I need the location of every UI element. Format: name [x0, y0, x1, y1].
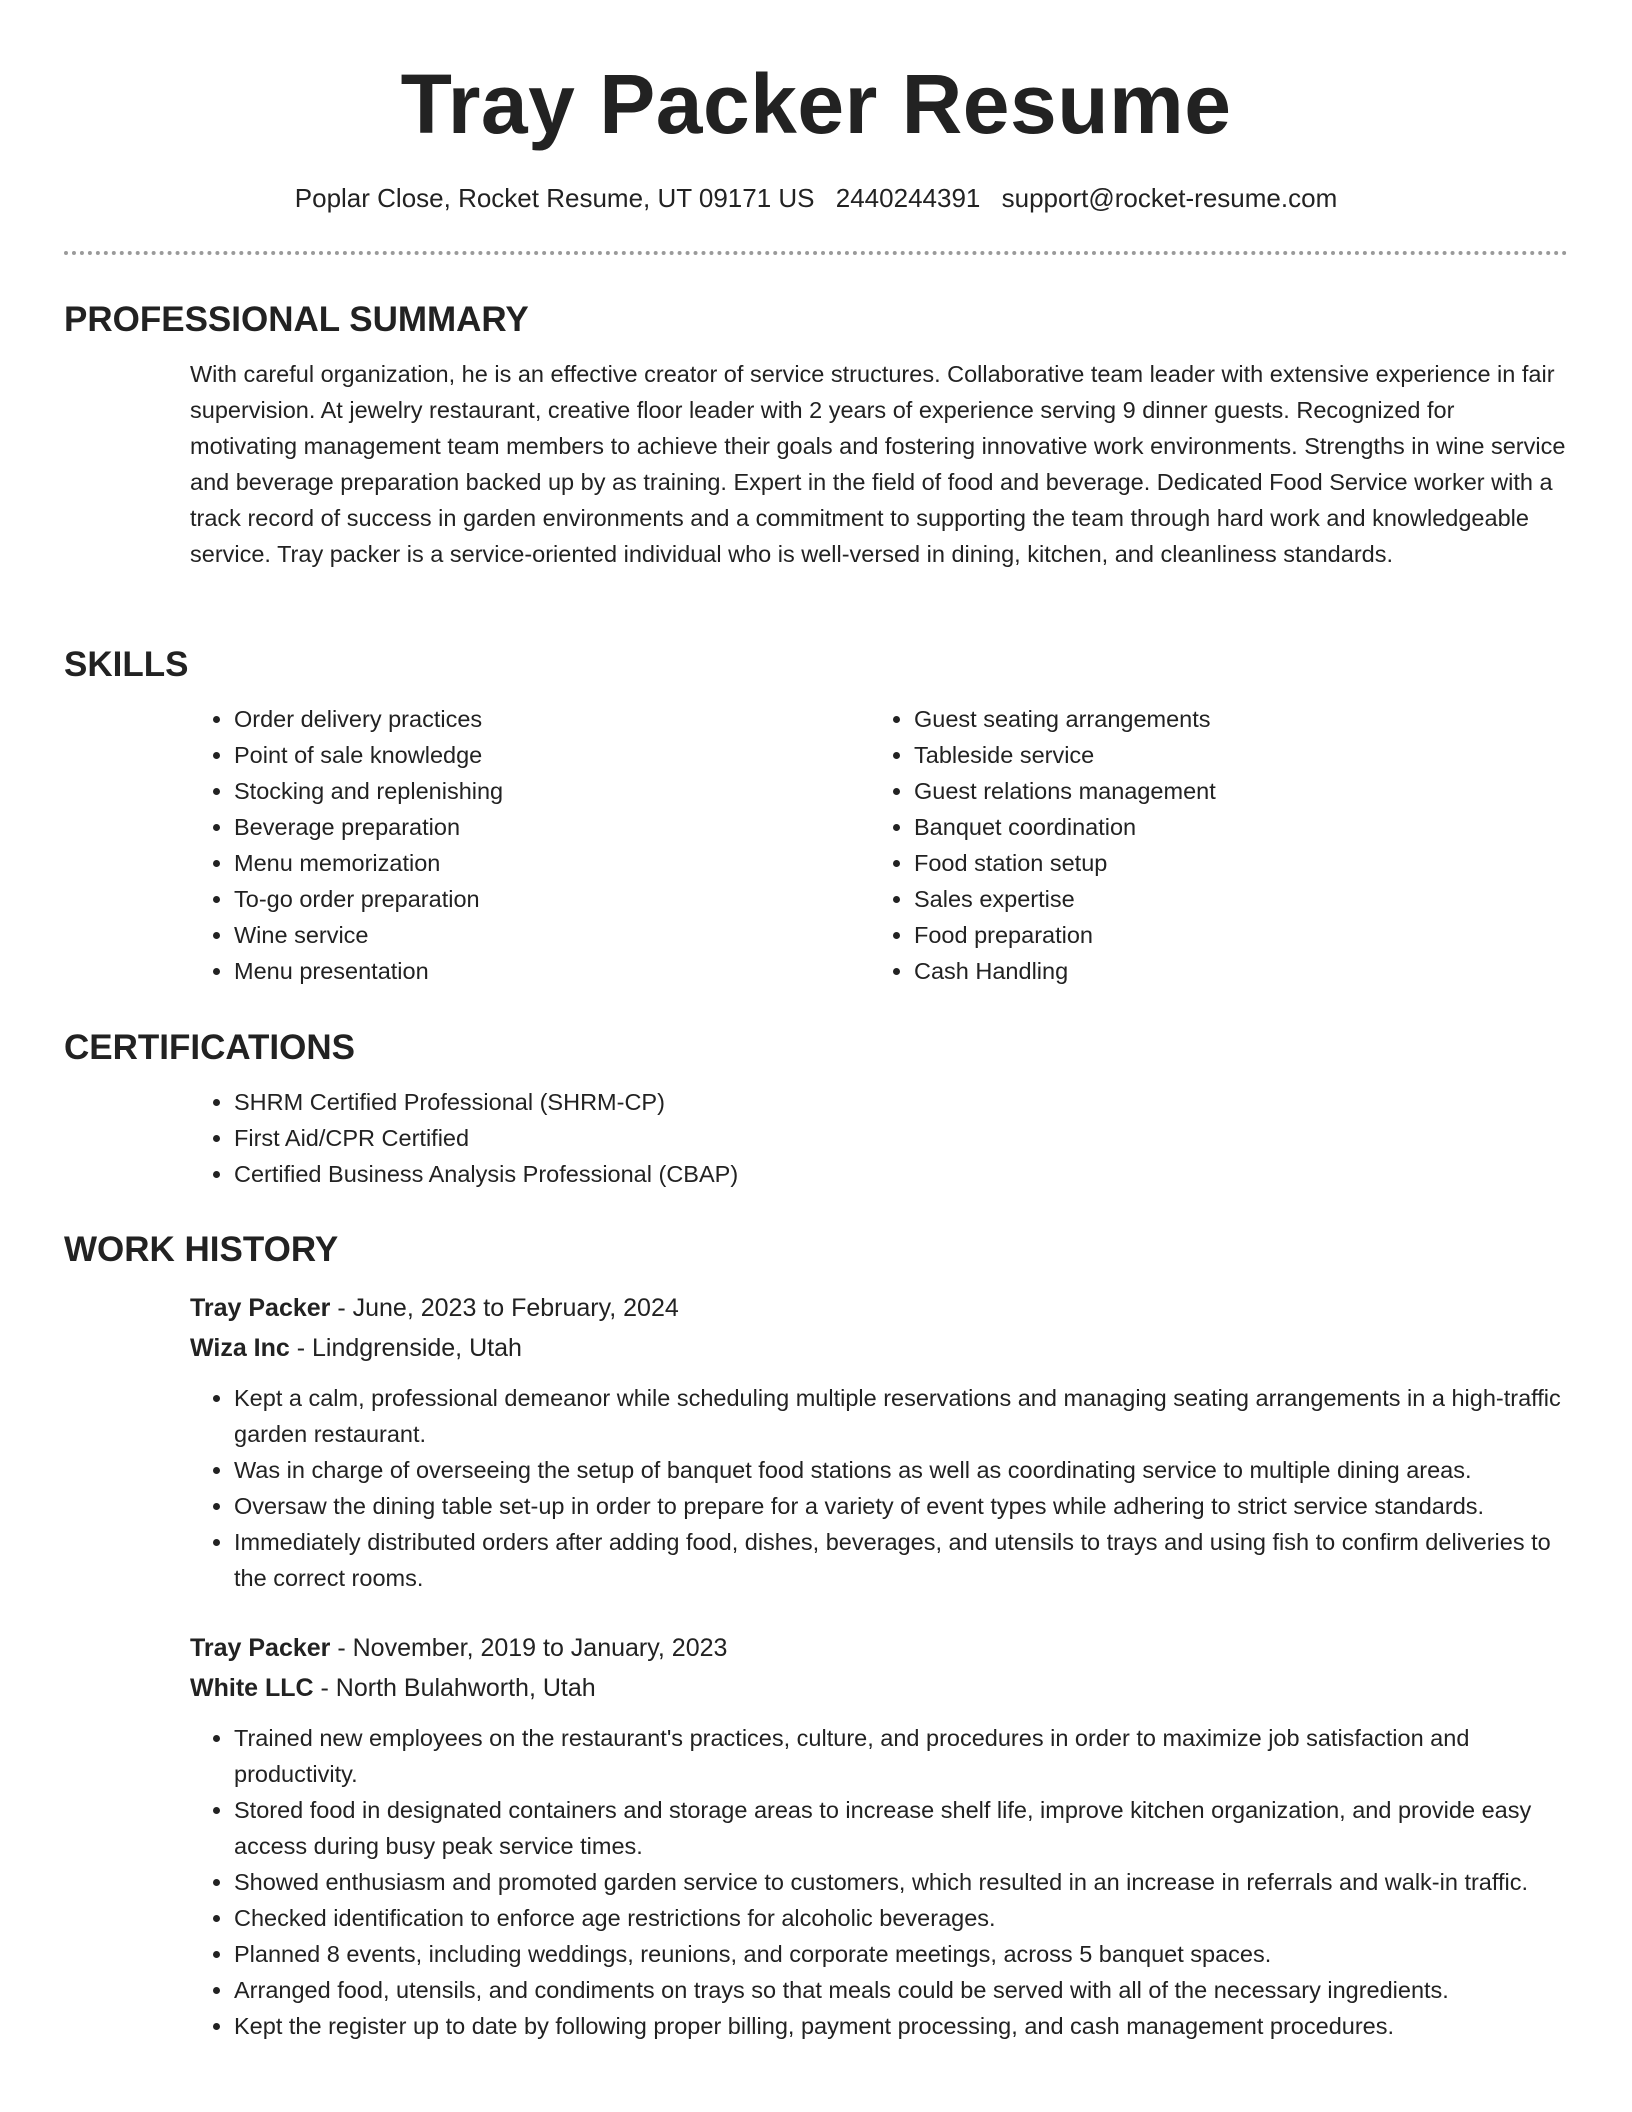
job-role-line — [190, 1628, 1568, 1668]
work-section — [64, 1228, 1568, 2044]
job-role: Tray Packer — [190, 1634, 331, 1662]
job-entry — [190, 1288, 1568, 1596]
job-role-line — [190, 1288, 1568, 1328]
summary-heading: PROFESSIONAL SUMMARY — [64, 300, 529, 339]
skill-item: • Order delivery practices — [234, 701, 870, 737]
certifications-section — [64, 1026, 1568, 1192]
certification-item: • Certified Business Analysis Professional (CBAP) — [234, 1156, 1568, 1192]
skills-section — [64, 643, 1568, 989]
job-bullet: • Showed enthusiasm and promoted garden service to customers, which resulted in an increase in referrals and walk-in traffic. — [234, 1864, 1568, 1900]
job-entry — [190, 1628, 1568, 2044]
job-bullet: • Kept the register up to date by following proper billing, payment processing, and cash management procedures. — [234, 2008, 1568, 2044]
skill-item: • Food preparation — [914, 917, 1550, 953]
skill-item: • Guest relations management — [914, 773, 1550, 809]
skill-item: • Sales expertise — [914, 881, 1550, 917]
skills-left-column — [190, 701, 870, 989]
contact-email: support@rocket-resume.com — [1001, 183, 1338, 213]
certification-item: • First Aid/CPR Certified — [234, 1120, 1568, 1156]
job-location: - North Bulahworth, Utah — [313, 1674, 596, 1702]
job-bullet: • Arranged food, utensils, and condiments on trays so that meals could be served with all of the necessary ingredients. — [234, 1972, 1568, 2008]
certifications-heading: CERTIFICATIONS — [64, 1028, 356, 1067]
skill-item: • Cash Handling — [914, 953, 1550, 989]
skill-item: • Tableside service — [914, 737, 1550, 773]
resume-title: Tray Packer Resume — [400, 57, 1232, 151]
job-company: Wiza Inc — [190, 1334, 290, 1362]
skills-columns — [190, 701, 1568, 989]
skill-item: • Banquet coordination — [914, 809, 1550, 845]
skill-item: • Guest seating arrangements — [914, 701, 1550, 737]
certifications-list-wrap — [190, 1084, 1568, 1192]
job-dates: - November, 2019 to January, 2023 — [330, 1634, 728, 1662]
skill-item: • Menu presentation — [234, 953, 870, 989]
skill-item: • Stocking and replenishing — [234, 773, 870, 809]
job-bullet: • Immediately distributed orders after adding food, dishes, beverages, and utensils to trays and using fish to confirm deliveries to the correct rooms. — [234, 1524, 1568, 1596]
skill-item: • Menu memorization — [234, 845, 870, 881]
contact-address: Poplar Close, Rocket Resume, UT 09171 US — [294, 183, 815, 213]
job-dates: - June, 2023 to February, 2024 — [330, 1294, 679, 1322]
job-company-line — [190, 1328, 1568, 1368]
job-bullet: • Planned 8 events, including weddings, reunions, and corporate meetings, across 5 banquet spaces. — [234, 1936, 1568, 1972]
skill-item: • To-go order preparation — [234, 881, 870, 917]
summary-section — [64, 298, 1568, 572]
job-bullet: • Oversaw the dining table set-up in order to prepare for a variety of event types while adhering to strict service standards. — [234, 1488, 1568, 1524]
summary-text: With careful organization, he is an effective creator of service structures. Collaborative team leader with extensive experience in fair supervision. At jewelry restaurant, creative floor leader with 2 years of experience serving 9 dinner guests. Recognized for motivating management team members to achieve their goals and fostering innovative work environments. Strengths in wine service and beverage preparation backed up by as training. Expert in the field of food and beverage. Dedicated Food Service worker with a track record of success in garden environments and a commitment to supporting the team through hard work and knowledgeable service. Tray packer is a service-oriented individual who is well-versed in dining, kitchen, and cleanliness standards. — [190, 361, 1566, 567]
contact-phone: 2440244391 — [835, 183, 981, 213]
certification-item: • SHRM Certified Professional (SHRM-CP) — [234, 1084, 1568, 1120]
skills-right-column — [870, 701, 1550, 989]
job-bullet: • Trained new employees on the restaurant's practices, culture, and procedures in order to maximize job satisfaction and productivity. — [234, 1720, 1568, 1792]
job-bullet: • Was in charge of overseeing the setup of banquet food stations as well as coordinating service to multiple dining areas. — [234, 1452, 1568, 1488]
header-divider — [64, 251, 1568, 255]
skill-item: • Food station setup — [914, 845, 1550, 881]
job-bullet: • Checked identification to enforce age restrictions for alcoholic beverages. — [234, 1900, 1568, 1936]
job-company: White LLC — [190, 1674, 314, 1702]
skill-item: • Wine service — [234, 917, 870, 953]
job-bullet: • Stored food in designated containers and storage areas to increase shelf life, improve kitchen organization, and provide easy access during busy peak service times. — [234, 1792, 1568, 1864]
skill-item: • Point of sale knowledge — [234, 737, 870, 773]
job-company-line — [190, 1668, 1568, 1708]
skills-heading: SKILLS — [64, 645, 189, 684]
job-bullet: • Kept a calm, professional demeanor while scheduling multiple reservations and managing seating arrangements in a high-traffic garden restaurant. — [234, 1380, 1568, 1452]
skill-item: • Beverage preparation — [234, 809, 870, 845]
contact-line — [0, 180, 1632, 216]
work-heading: WORK HISTORY — [64, 1230, 339, 1269]
job-role: Tray Packer — [190, 1294, 331, 1322]
job-location: - Lindgrenside, Utah — [289, 1334, 522, 1362]
